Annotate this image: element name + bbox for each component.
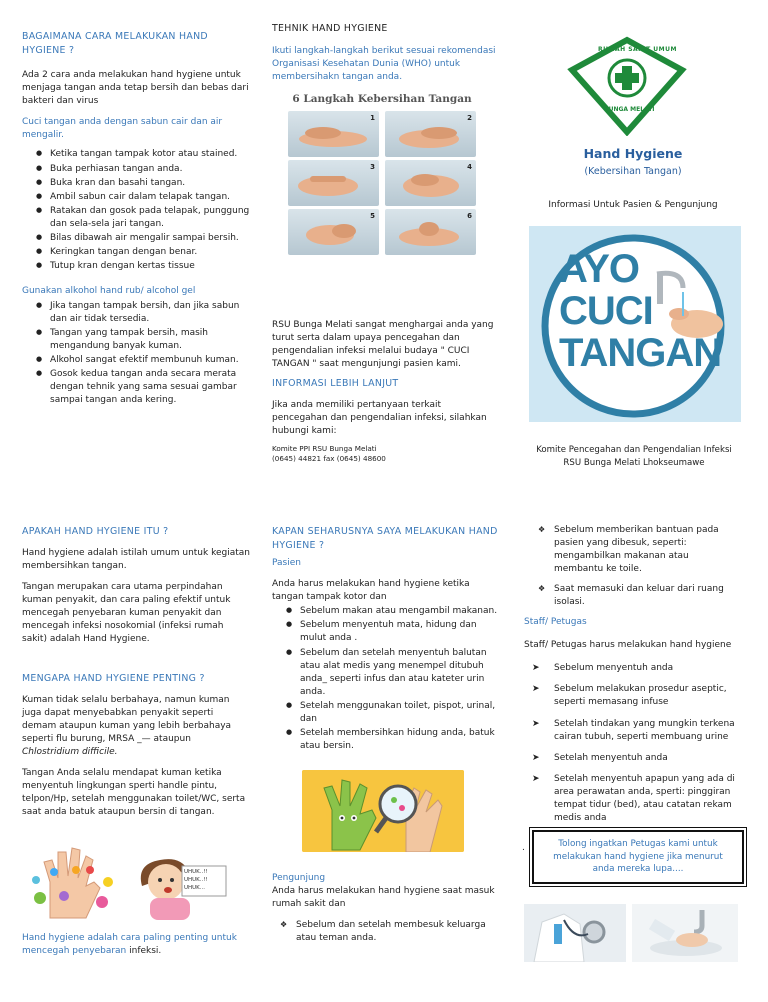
reminder-box [532,830,744,884]
poster-line-ayo: AYO [559,247,640,291]
step-number: 6 [467,212,472,221]
figure-title: 6 Langkah Kebersihan Tangan [292,93,472,105]
why-text-1-main: Kuman tidak selalu berbahaya, namun kuman juga dapat menyebabkan penyakit seperti demam ataupun kuman yang lebih berbahaya seperti flu burung, MRSA _— ataupun [22,694,232,744]
poster-line-tangan: TANGAN [559,331,722,375]
what-heading: APAKAH HAND HYGIENE ITU ? [22,526,169,537]
ayo-cuci-tangan-poster [529,226,741,422]
list-item: ● Ratakan dan gosok pada telapak, punggung dan sela-sela jari tangan. [36,205,250,231]
step-number: 1 [370,114,375,123]
list-item: ❖ Saat memasuki dan keluar dari ruang isolasi. [538,583,740,609]
list-item: ● Sebelum menyentuh mata, hidung dan mulut anda . [286,619,498,645]
alcohol-list [22,300,250,407]
why-text-1 [22,694,250,759]
step-number: 3 [370,163,375,172]
why-heading: MENGAPA HAND HYGIENE PENTING ? [22,672,205,684]
panel-right-bottom [524,524,740,833]
cough-bubble [184,868,208,892]
list-item: ➤ Sebelum melakukan prosedur aseptic, seperti memasang infuse [532,683,740,709]
visitor-intro: Anda harus melakukan hand hygiene saat masuk rumah sakit dan [272,886,495,910]
closing-text-main: Hand hygiene adalah cara paling penting untuk mencegah penyebaran [22,933,237,957]
list-item: ● Gosok kedua tangan anda secara merata dengan tehnik yang sama sesuai gambar sampai tangan anda kering. [36,368,250,407]
info-heading: INFORMASI LEBIH LANJUT [272,378,399,390]
panel-middle-bottom-visitor [272,872,498,952]
list-item: ➤ Setelah menyentuh anda [532,752,740,765]
step-3 [288,160,379,206]
closing-text [22,932,250,958]
list-item: ❖ Sebelum dan setelah membesuk keluarga atau teman anda. [280,919,498,945]
step-2 [385,111,476,157]
patient-list [272,605,498,753]
appreciation-text: RSU Bunga Melati sangat menghargai anda yang turut serta dalam upaya pencegahan dan pengendalian infeksi melalui budaya " CUCI TANGAN " saat mengunjungi pasien kami. [272,320,494,370]
step-number: 5 [370,212,375,221]
panel-left-top [22,30,250,408]
step-1 [288,111,379,157]
hospital-logo [564,36,690,136]
step-number: 4 [467,163,472,172]
step-5 [288,209,379,255]
soap-heading: Cuci tangan anda dengan sabun cair dan air mengalir. [22,117,223,141]
contact-line-1: Komite PPI RSU Bunga Melati [272,443,377,453]
panel-left-bottom [22,525,250,819]
list-item: ➤ Setelah menyentuh apapun yang ada di area perawatan anda, sperti: pinggiran tempat tidur (bed), atau catatan rekam medis anda [532,773,740,825]
list-item: ● Tangan yang tampak bersih, masih mengandung banyak kuman. [36,327,250,353]
patient-intro: Anda harus melakukan hand hygiene ketika tangan tampak kotor dan [272,579,470,603]
list-item: ➤ Setelah tindakan yang mungkin terkena cairan tubuh, seperti membuang urine [532,718,740,744]
list-item: ● Setelah membersihkan hidung anda, batuk atau bersin. [286,727,498,753]
panel-middle-top [272,22,498,84]
doctor-stethoscope-photo [524,904,626,962]
soap-list [22,148,250,272]
list-item: ● Sebelum dan setelah menyentuh balutan atau alat medis yang menempel ditubuh anda_ seperti infus dan atau kateter urin anda. [286,647,498,699]
list-item: ● Buka perhiasan tangan anda. [36,163,250,176]
list-item: ● Tutup kran dengan kertas tissue [36,260,250,273]
washing-hands-photo [632,904,738,962]
when-heading: KAPAN SEHARUSNYA SAYA MELAKUKAN HAND HYGIENE ? [272,526,498,551]
logo-text-bottom: BUNGA MELATI [604,106,655,113]
technique-intro: Ikuti langkah-langkah berikut sesuai rekomendasi Organisasi Kesehatan Dunia (WHO) untuk membersihakn tangan anda. [272,45,496,82]
germ-hand-illustration [30,842,116,920]
technique-heading: TEHNIK HAND HYGIENE [272,23,388,34]
staff-label: Staff/ Petugas [524,617,587,628]
coughing-child-illustration [132,846,228,924]
why-text-1-species: Chlostridium difficile. [22,746,118,757]
what-text-1: Hand hygiene adalah istilah umum untuk kegiatan membersihkan tangan. [22,547,250,571]
closing-text-end: infeksi. [129,946,162,957]
patient-label: Pasien [272,558,301,569]
how-intro: Ada 2 cara anda melakukan hand hygiene untuk menjaga tangan anda tetap bersih dan bebas dari bakteri dan virus [22,70,249,107]
panel-middle-bottom [272,525,498,754]
committee-line-2: RSU Bunga Melati Lhokseumawe [563,458,705,468]
list-item: ● Bilas dibawah air mengalir sampai bersih. [36,232,250,245]
staff-list [524,662,740,824]
list-item: ● Ketika tangan tampak kotor atau stained. [36,148,250,161]
stray-dot: . [522,843,525,853]
cough-text: UHUK..!! [184,877,208,883]
contact-line-2: (0645) 44821 fax (0645) 48600 [272,454,386,464]
six-steps-figure [288,92,476,300]
list-item: ● Buka kran dan basahi tangan. [36,177,250,190]
poster-line-cuci: CUCI [559,289,653,333]
why-text-2: Tangan Anda selalu mendapat kuman ketika menyentuh lingkungan sperti handle pintu, telpon/Hp, setelah menggunakan toilet/WC, serta saat anda batuk ataupun bersin di tangan. [22,767,246,817]
brochure-subtitle: (Kebersihan Tangan) [584,166,682,177]
visitor-list-continued [524,524,740,609]
list-item: ● Alkohol sangat efektif membunuh kuman. [36,354,250,367]
list-item: ● Keringkan tangan dengan benar. [36,246,250,259]
step-6 [385,209,476,255]
list-item: ➤ Sebelum menyentuh anda [532,662,740,675]
visitor-list [272,919,498,945]
brochure-title: Hand Hygiene [583,146,683,161]
info-text: Jika anda memiliki pertanyaan terkait pencegahan dan pengendalian infeksi, silahkan hubungi kami: [272,399,487,436]
list-item: ● Sebelum makan atau mengambil makanan. [286,605,498,618]
staff-intro: Staff/ Petugas harus melakukan hand hygiene [524,640,732,651]
list-item: ● Setelah menggunakan toilet, pispot, urinal, dan [286,700,498,726]
step-number: 2 [467,114,472,123]
germ-magnifier-illustration [302,770,464,852]
alcohol-heading: Gunakan alkohol hand rub/ alcohol gel [22,285,196,296]
panel-middle-top-body [272,319,498,465]
logo-text-top: RUMAH SAKIT UMUM [598,46,677,53]
what-text-2: Tangan merupakan cara utama perpindahan kuman penyakit, dan cara paling efektif untuk mencegah penyebaran kuman penyakit dan mencegah infeksi nosokomial (infeksi rumah sakit) adalah Hand Hygiene. [22,581,231,644]
list-item: ● Ambil sabun cair dalam telapak tangan. [36,191,250,204]
committee-line-1: Komite Pencegahan dan Pengendalian Infeksi [536,445,732,455]
audience-text: Informasi Untuk Pasien & Pengunjung [548,200,718,210]
cough-text: UHUK... [184,885,206,891]
step-4 [385,160,476,206]
visitor-label: Pengunjung [272,873,326,883]
list-item: ● Jika tangan tampak bersih, dan jika sabun dan air tidak tersedia. [36,300,250,326]
reminder-text: Tolong ingatkan Petugas kami untuk melakukan hand hygiene jika menurut anda mereka lupa.... [553,838,723,875]
how-heading: BAGAIMANA CARA MELAKUKAN HAND HYGIENE ? [22,31,208,56]
cough-text: UHUK..!! [184,869,208,875]
list-item: ❖ Sebelum memberikan bantuan pada pasien yang dibesuk, seperti: mengambilkan makanan atau membantu ke toile. [538,524,740,576]
